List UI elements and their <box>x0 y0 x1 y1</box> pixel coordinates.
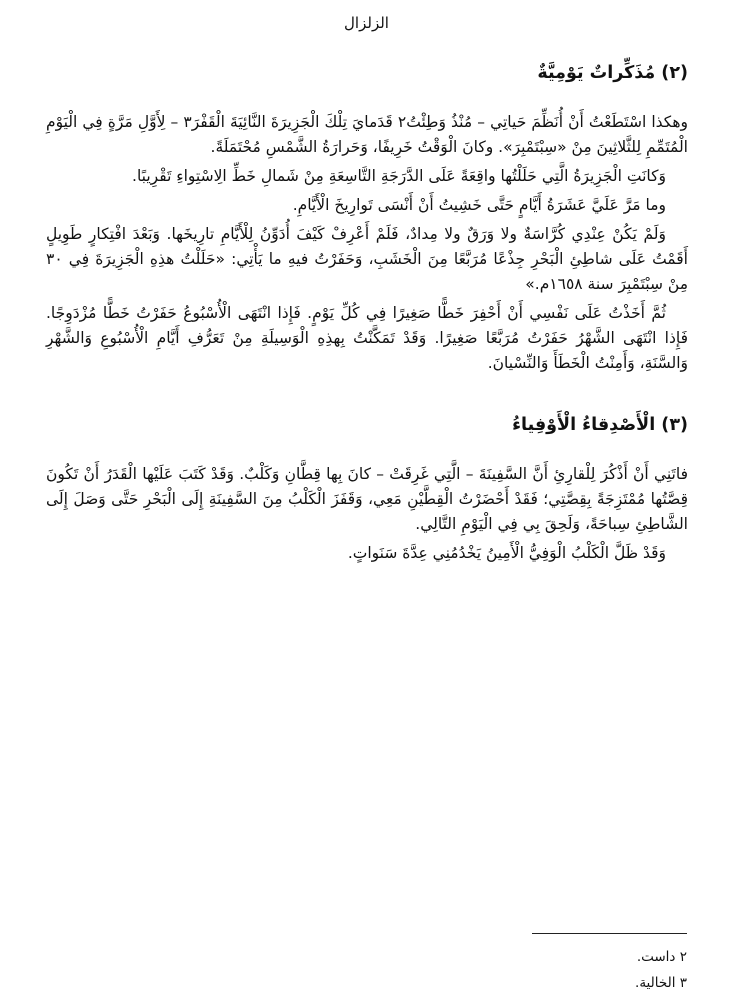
footnote-divider <box>532 933 687 934</box>
running-header: الزلزال <box>344 14 389 32</box>
footnotes <box>46 933 687 996</box>
paragraph: ثُمَّ أَخَذْتُ عَلَى نَفْسِي أَنْ أَحْفِرَ خَطًّا صَغِيرًا فِي كُلِّ يَوْمٍ. فَإِذا انْتَهَى الْأُسْبُوعُ حَفَرْتُ خَطًّا مُزْدَوِجًا. فَإِذا انْتَهَى الشَّهْرُ حَفَرْتُ مُرَبَّعًا صَغِيرًا. وَقَدْ تَمَكَّنْتُ بِهذِهِ الْوَسِيلَةِ مِنْ تَعَرُّفِ أَيَّامِ الْأُسْبُوعِ وَالشَّهْرِ وَالسَّنَةِ، وَأَمِنْتُ الْخَطَأَ وَالنِّسْيانَ. <box>46 304 688 372</box>
section-heading-loyal-friends: (٣) الْأَصْدِقاءُ الْأَوْفِياءُ <box>512 415 688 435</box>
paragraph: وما مَرَّ عَلَيَّ عَشَرَةُ أَيَّامٍ حَتَّى خَشِيتُ أَنْ أَنْسَى تَوارِيخَ الْأَيَّامِ. <box>292 196 666 214</box>
paragraph: وَلَمْ يَكُنْ عِنْدِي كُرَّاسَةٌ ولا وَرَقٌ ولا مِدادٌ، فَلَمْ أَعْرِفْ كَيْفَ أُدَوِّنُ لِلْأَيَّامِ تارِيخَها. وَبَعْدَ افْتِكارٍ طَوِيلٍ أَقَمْتُ عَلَى شاطِئِ الْبَحْرِ جِذْعًا مُرَبَّعًا مِنَ الْخَشَبِ، وَحَفَرْتُ فيهِ ما يَأْتِي: «حَلَلْتُ هذِهِ الْجَزِيرَةَ فِي ٣٠ مِنْ سِبْتَمْبِرَ سنة ١٦٥٨م.» <box>46 225 688 293</box>
paragraph: وَكانَتِ الْجَزِيرَةُ الَّتِي حَلَلْتُها واقِعَةً عَلَى الدَّرَجَةِ التَّاسِعَةِ مِنْ شَمالِ خَطِّ الِاسْتِواءِ تَقْرِيبًا. <box>132 167 666 185</box>
chapter-body <box>46 58 688 570</box>
paragraph: وَقَدْ ظَلَّ الْكَلْبُ الْوَفِيُّ الْأَمِينُ يَخْدُمُنِي عِدَّةَ سَنَواتٍ. <box>347 544 666 562</box>
footnote-3: ٣ الخالية. <box>635 975 687 991</box>
paragraph: فاتَنِي أَنْ أَذْكُرَ لِلْقارِئِ أَنَّ السَّفِينَةَ – الَّتِي غَرِقَتْ – كانَ بِها قِطَّانِ وَكَلْبٌ. وَقَدْ كَتَبَ عَلَيْها الْقَدَرُ أَنْ تَكُونَ قِصَّتُها مُمْتَزِجَةً بِقِصَّتِي؛ فَقَدْ أَحْضَرْتُ الْقِطَّيْنِ مَعِي، وَقَفَزَ الْكَلْبُ مِنَ السَّفِينَةِ إِلَى الْبَحْرِ حَتَّى وَصَلَ إِلَى الشَّاطِئِ سِباحَةً، وَلَحِقَ بِي فِي الْيَوْمِ التَّالِي. <box>46 465 688 533</box>
footnote-2: ٢ داست. <box>636 949 687 965</box>
section-heading-diaries: (٢) مُذَكِّراتٌ يَوْمِيَّةٌ <box>537 63 688 83</box>
paragraph: وهكذا اسْتَطَعْتُ أَنْ أُنَظِّمَ حَياتِي – مُنْذُ وَطِئْتُ٢ قَدَمايَ تِلْكَ الْجَزِيرَةَ النَّائِيَةَ الْقَفْرَ٣ – لِأَوَّلِ مَرَّةٍ فِي الْيَوْمِ الْمُتَمِّمِ لِلثَّلاثِينَ مِنْ «سِبْتَمْبِرَ». وكانَ الْوَقْتُ خَرِيفًا، وَحَرارَةُ الشَّمْسِ مُحْتَمَلَةً. <box>46 113 688 156</box>
